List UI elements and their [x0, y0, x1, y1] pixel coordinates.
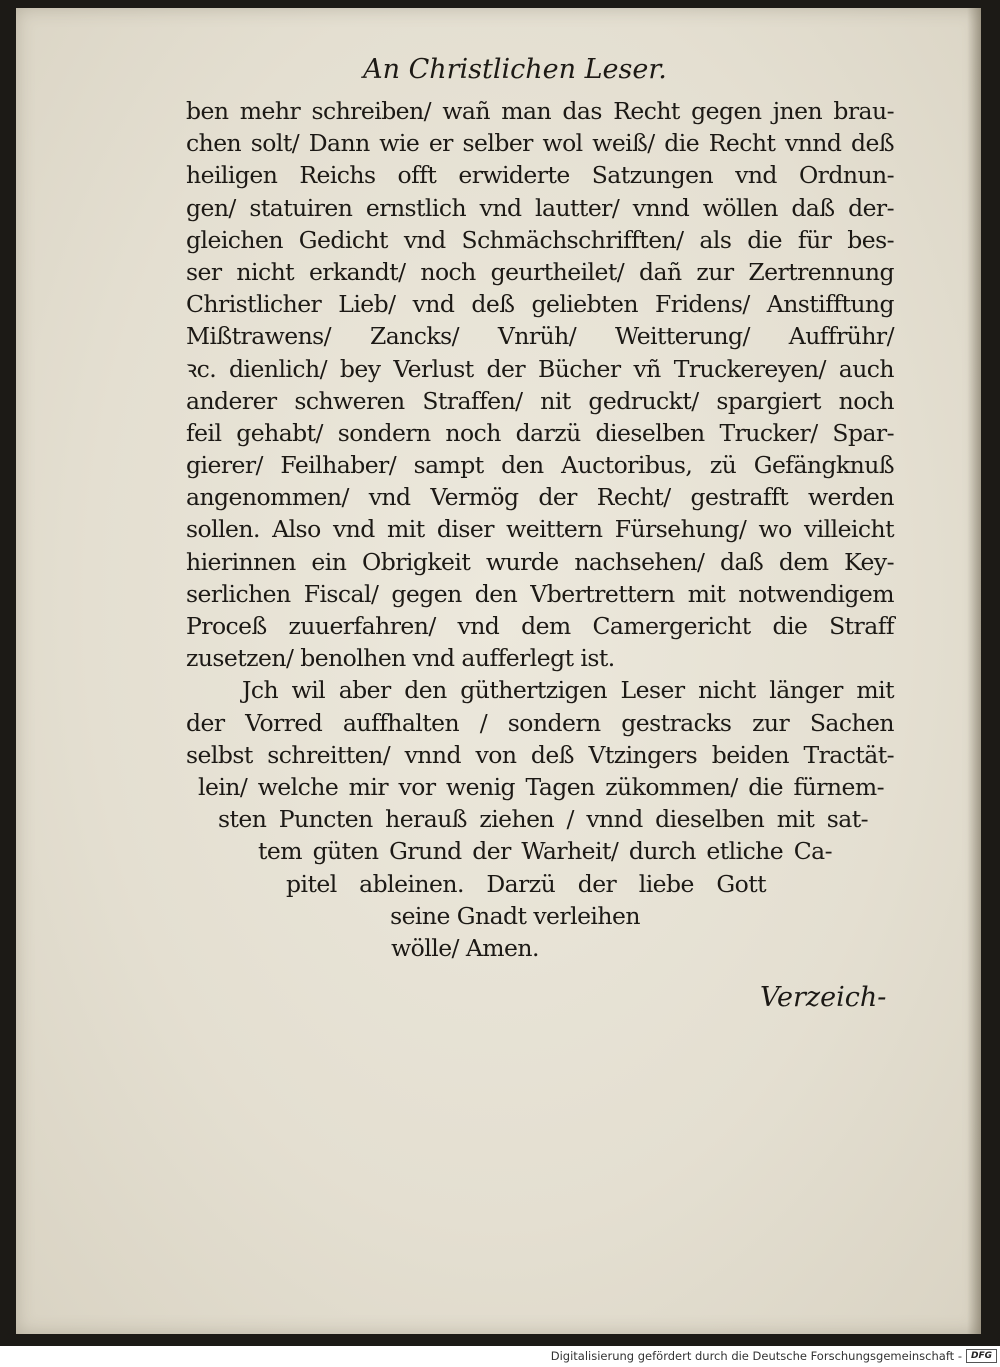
- catchword: Verzeich-: [760, 982, 887, 1013]
- text-line: feil gehabt/ sondern noch darzü dieselben Trucker/ Spar-: [186, 418, 894, 447]
- text-line: hierinnen ein Obrigkeit wurde nachsehen/ daß dem Key-: [186, 547, 894, 576]
- text-line: gen/ statuiren ernstlich vnd lautter/ vnnd wöllen daß der-: [186, 193, 894, 222]
- text-line: wölle/ Amen.: [391, 933, 539, 962]
- text-line: gierer/ Feilhaber/ sampt den Auctoribus, zü Gefängknuß: [186, 451, 894, 480]
- text-line: Jch wil aber den güthertzigen Leser nicht länger mit: [242, 676, 894, 705]
- funding-credit: Digitalisierung gefördert durch die Deutsche Forschungsgemeinschaft -: [550, 1349, 962, 1363]
- text-line: zusetzen/ benolhen vnd aufferlegt ist.: [186, 644, 615, 673]
- text-line: chen solt/ Dann wie er selber wol weiß/ die Recht vnnd deß: [186, 129, 894, 158]
- text-line: sten Puncten herauß ziehen / vnnd dieselben mit sat-: [218, 805, 868, 834]
- text-line: angenommen/ vnd Vermög der Recht/ gestrafft werden: [186, 483, 894, 512]
- running-head: An Christlichen Leser.: [363, 54, 667, 85]
- dfg-logo[interactable]: DFG: [966, 1349, 997, 1363]
- text-line: tem güten Grund der Warheit/ durch etliche Ca-: [258, 837, 832, 866]
- text-line: ser nicht erkandt/ noch geurtheilet/ dañ zur Zertrennung: [186, 257, 894, 286]
- text-line: selbst schreitten/ vnnd von deß Vtzingers beiden Tractät-: [186, 740, 894, 769]
- text-line: lein/ welche mir vor wenig Tagen zükommen/ die fürnem-: [198, 772, 884, 801]
- text-line: ꝛc. dienlich/ bey Verlust der Bücher vñ Truckereyen/ auch: [186, 354, 894, 383]
- text-line: Mißtrawens/ Zancks/ Vnrüh/ Weitterung/ Auffrühr/: [186, 322, 894, 351]
- text-line: ben mehr schreiben/ wañ man das Recht gegen jnen brau-: [186, 97, 894, 125]
- page-gutter-shadow: [967, 8, 981, 1334]
- text-line: pitel ableinen. Darzü der liebe Gott: [286, 869, 766, 898]
- main-text-block: [186, 95, 894, 964]
- footer-bar: [0, 1346, 1000, 1367]
- text-line: serlichen Fiscal/ gegen den Vbertrettern mit notwendigem: [186, 579, 894, 608]
- text-line: heiligen Reichs offt erwiderte Satzungen vnd Ordnun-: [186, 161, 894, 190]
- text-line: Christlicher Lieb/ vnd deß geliebten Fridens/ Anstifftung: [186, 290, 894, 319]
- text-line: sollen. Also vnd mit diser weittern Fürsehung/ wo villeicht: [186, 515, 894, 544]
- text-line: gleichen Gedicht vnd Schmächschrifften/ als die für bes-: [186, 225, 894, 254]
- text-line: Proceß zuuerfahren/ vnd dem Camergericht die Straff: [186, 612, 894, 640]
- text-line: anderer schweren Straffen/ nit gedruckt/ spargiert noch: [186, 386, 894, 415]
- text-line: seine Gnadt verleihen: [390, 901, 640, 930]
- text-line: der Vorred auffhalten / sondern gestracks zur Sachen: [186, 708, 894, 737]
